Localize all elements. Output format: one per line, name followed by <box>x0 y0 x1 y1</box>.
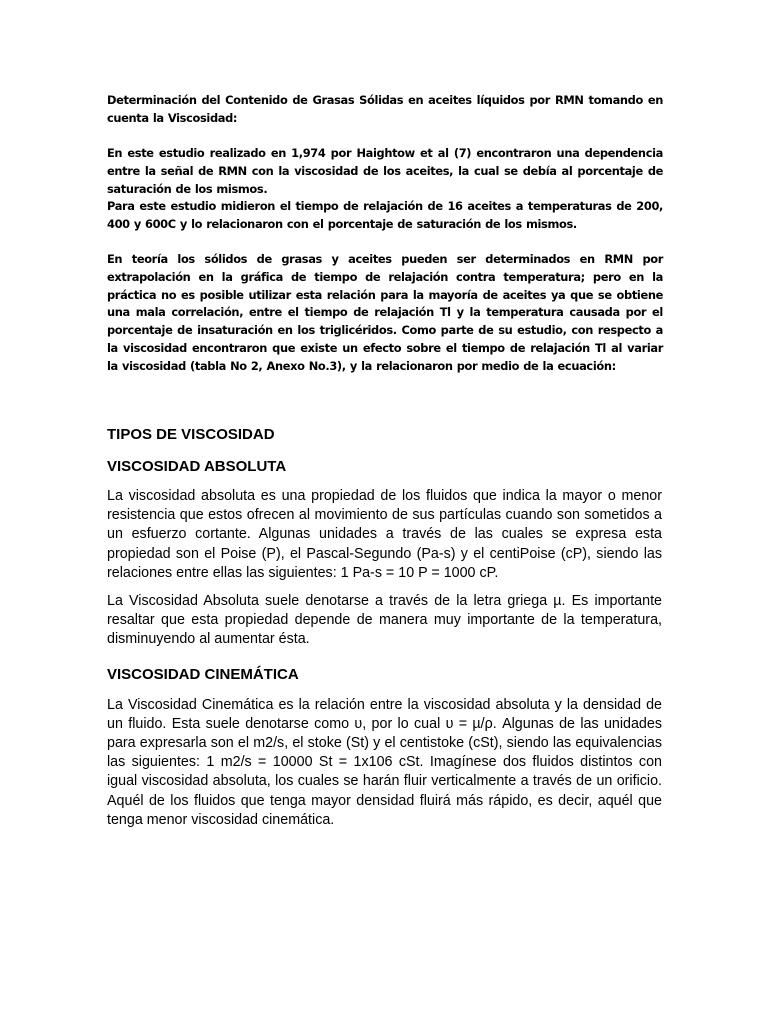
absolute-viscosity-paragraph-notation: La Viscosidad Absoluta suele denotarse a través de la letra griega µ. Es importante resaltar que esta propiedad depende de manera muy importante de la temperatura, disminuyendo al aumentar ésta. <box>107 593 662 648</box>
intro-title: Determinación del Contenido de Grasas Sólidas en aceites líquidos por RMN tomando en cuenta la Viscosidad: <box>107 93 663 125</box>
heading-viscosity-types: TIPOS DE VISCOSIDAD <box>107 426 275 443</box>
heading-kinematic-viscosity: VISCOSIDAD CINEMÁTICA <box>107 665 299 683</box>
paragraph-gap <box>107 127 663 145</box>
paragraph-gap <box>107 234 663 252</box>
absolute-viscosity-paragraph-definition: La viscosidad absoluta es una propiedad de los fluidos que indica la mayor o menor resistencia que estos ofrecen al movimiento de sus partículas cuando son sometidos a un esfuerzo cortante. Algunas unidades a través de las cuales se expresa esta propiedad son el Poise (P), el Pascal-Segundo (Pa-s) y el centiPoise (cP), siendo las relaciones entre ellas las siguientes: 1 Pa-s = 10 P = 1000 cP. <box>107 488 662 581</box>
intro-paragraph-theory: En teoría los sólidos de grasas y aceites pueden ser determinados en RMN por extrapolación en la gráfica de tiempo de relajación contra temperatura; pero en la práctica no es posible utilizar esta relación para la mayoría de aceites ya que se obtiene una mala correlación, entre el tiempo de relajación Tl y la temperatura causada por el porcentaje de insaturación en los triglicéridos. Como parte de su estudio, con respecto a la viscosidad encontraron que existe un efecto sobre el tiempo de relajación Tl al variar la viscosidad (tabla No 2, Anexo No.3), y la relacionaron por medio de la ecuación: <box>107 252 663 373</box>
intro-paragraph-method: Para este estudio midieron el tiempo de relajación de 16 aceites a temperaturas de 200, 400 y 600C y lo relacionaron con el porcentaje de saturación de los mismos. <box>107 199 663 231</box>
heading-absolute-viscosity: VISCOSIDAD ABSOLUTA <box>107 458 287 475</box>
intro-section <box>107 92 663 375</box>
viscosity-section <box>107 424 662 830</box>
intro-paragraph-study: En este estudio realizado en 1,974 por Haightow et al (7) encontraron una dependencia entre la señal de RMN con la viscosidad de los aceites, la cual se debía al porcentaje de saturación de los mismos. <box>107 146 663 196</box>
kinematic-viscosity-paragraph: La Viscosidad Cinemática es la relación entre la viscosidad absoluta y la densidad de un fluido. Esta suele denotarse como υ, por lo cual υ = µ/ρ. Algunas de las unidades para expresarla son el m2/s, el stoke (St) y el centistoke (cSt), siendo las equivalencias las siguientes: 1 m2/s = 10000 St = 1x106 cSt. Imagínese dos fluidos distintos con igual viscosidad absoluta, los cuales se harán fluir verticalmente a través de un orificio. Aquél de los fluidos que tenga mayor densidad fluirá más rápido, es decir, aquél que tenga menor viscosidad cinemática. <box>107 696 662 828</box>
